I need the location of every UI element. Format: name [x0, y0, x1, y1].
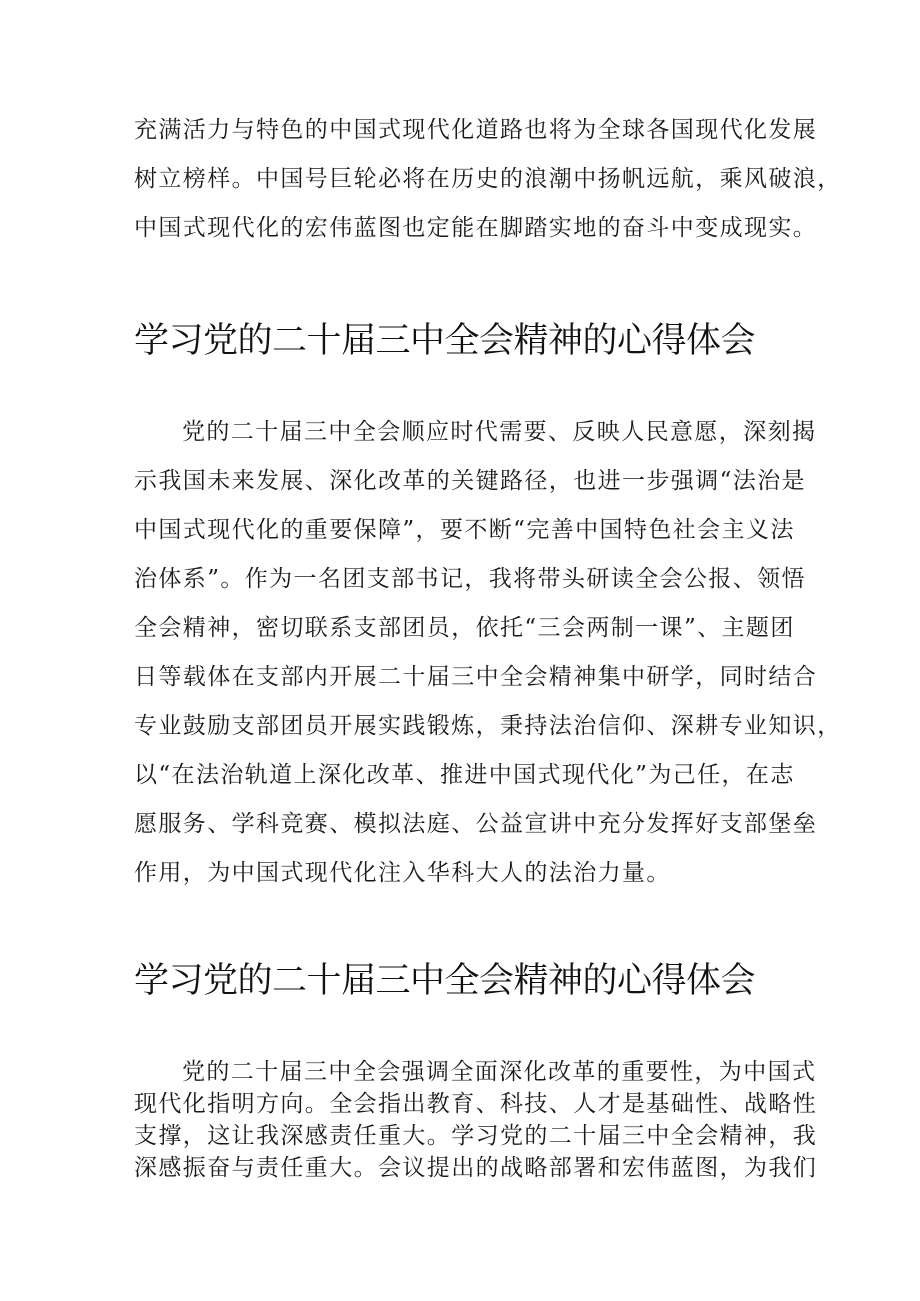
paragraph-line: 中国式现代化的重要保障”，要不断“完善中国特色社会主义法: [134, 517, 795, 543]
section-1-paragraph: [134, 408, 842, 898]
paragraph-line: 治体系”。作为一名团支部书记，我将带头研读全会公报、领悟: [134, 566, 806, 592]
paragraph-line: 以“在法治轨道上深化改革、推进中国式现代化”为己任，在志: [134, 762, 795, 788]
paragraph-line: 全会精神，密切联系支部团员，依托“三会两制一课”、主题团: [134, 615, 795, 641]
paragraph-line: 专业鼓励支部团员开展实践锻炼，秉持法治信仰、深耕专业知识，: [134, 713, 842, 739]
paragraph-line: 中国式现代化的宏伟蓝图也定能在脚踏实地的奋斗中变成现实。: [134, 215, 818, 241]
section-1-title: 学习党的二十届三中全会精神的心得体会: [134, 321, 756, 361]
paragraph-line: 党的二十届三中全会顺应时代需要、反映人民意愿，深刻揭: [182, 419, 817, 445]
paragraph-line: 深感振奋与责任重大。会议提出的战略部署和宏伟蓝图，为我们: [134, 1155, 818, 1181]
paragraph-line: 党的二十届三中全会强调全面深化改革的重要性，为中国式: [182, 1059, 817, 1085]
paragraph-line: 示我国未来发展、深化改革的关键路径，也进一步强调“法治是: [134, 468, 806, 494]
intro-paragraph: [134, 106, 842, 253]
paragraph-line: 现代化指明方向。全会指出教育、科技、人才是基础性、战略性: [134, 1091, 818, 1117]
section-2-paragraph: [134, 1056, 818, 1184]
paragraph-line: 充满活力与特色的中国式现代化道路也将为全球各国现代化发展: [134, 117, 818, 143]
paragraph-line: 树立榜样。中国号巨轮必将在历史的浪潮中扬帆远航，乘风破浪，: [134, 166, 842, 192]
paragraph-line: 日等载体在支部内开展二十届三中全会精神集中研学，同时结合: [134, 664, 818, 690]
paragraph-line: 作用，为中国式现代化注入华科大人的法治力量。: [134, 860, 671, 886]
paragraph-line: 愿服务、学科竞赛、模拟法庭、公益宣讲中充分发挥好支部堡垒: [134, 811, 818, 837]
paragraph-line: 支撑，这让我深感责任重大。学习党的二十届三中全会精神，我: [134, 1123, 818, 1149]
section-2-title: 学习党的二十届三中全会精神的心得体会: [134, 961, 756, 1001]
